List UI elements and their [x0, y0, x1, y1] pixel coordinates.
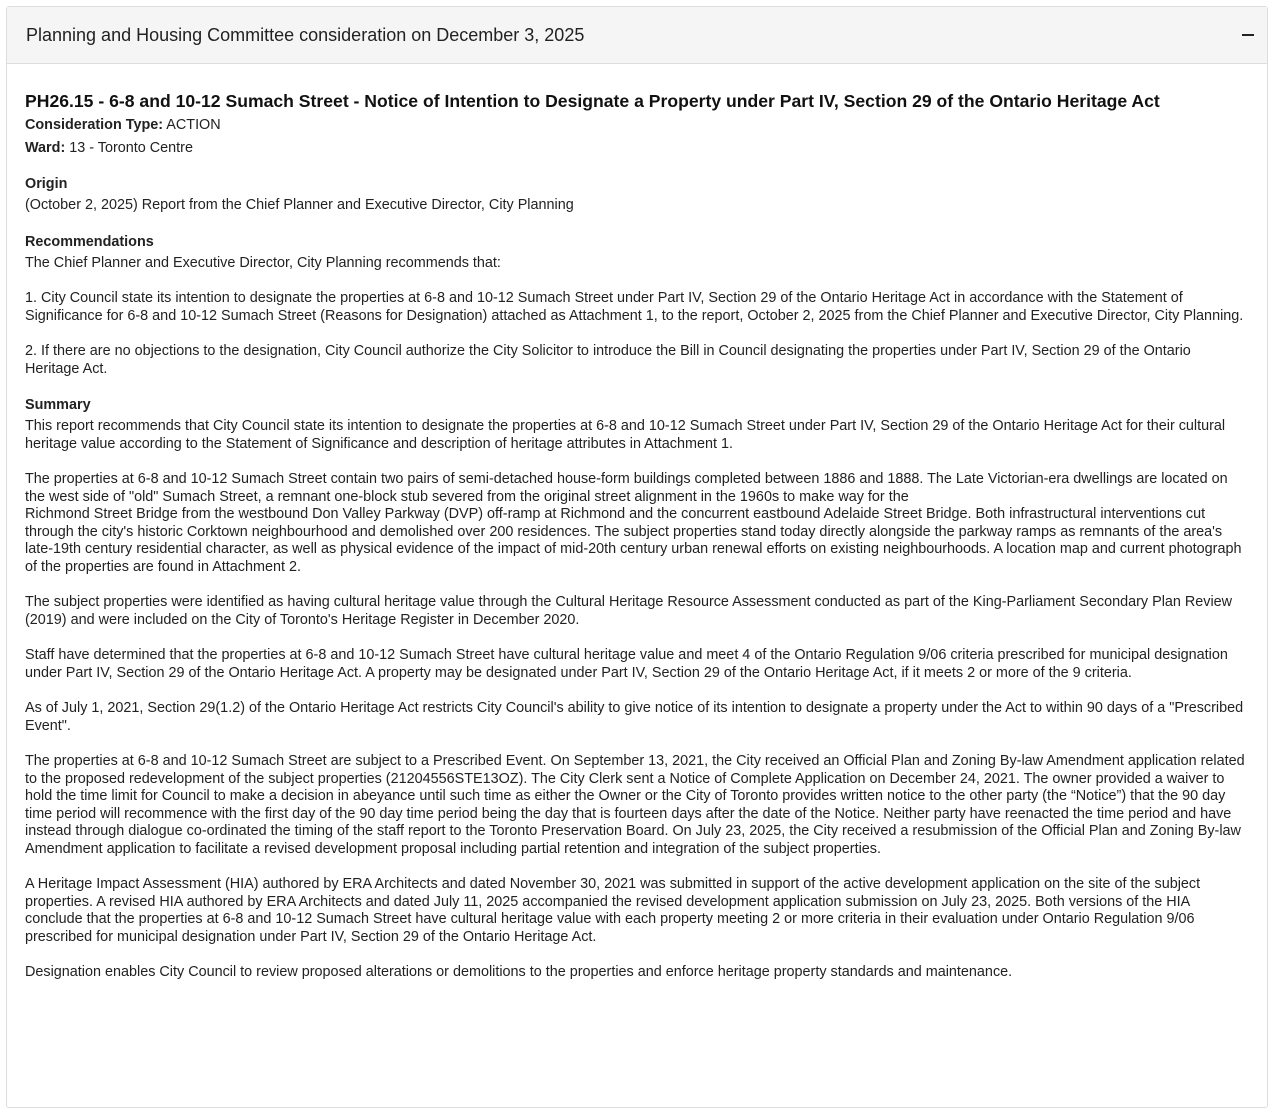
ward-label: Ward:: [25, 140, 66, 156]
origin-heading: Origin: [25, 176, 68, 192]
consideration-type-value: ACTION: [166, 117, 221, 133]
recommendation-item: 2. If there are no objections to the designation, City Council authorize the City Solicitor to introduce the Bill in Council designating the properties under Part IV, Section 29 of the Ontario Heritage Act.: [25, 343, 1191, 377]
panel-body: [7, 64, 1267, 982]
summary-paragraph: Designation enables City Council to review proposed alterations or demolitions to the properties and enforce heritage property standards and maintenance.: [25, 964, 1013, 980]
summary-paragraph: The properties at 6-8 and 10-12 Sumach Street contain two pairs of semi-detached house-form buildings completed between 1886 and 1888. The Late Victorian-era dwellings are located on the west side of "old" Sumach Street, a remnant one-block stub severed from the original street alignment in the 1960s to make way for the: [25, 471, 1228, 505]
summary-paragraph: As of July 1, 2021, Section 29(1.2) of the Ontario Heritage Act restricts City Council's ability to give notice of its intention to designate a property under the Act to within 90 days of a "Prescribed Event".: [25, 700, 1244, 734]
panel-header[interactable]: [7, 7, 1267, 64]
summary-paragraph: A Heritage Impact Assessment (HIA) authored by ERA Architects and dated November 30, 2021 was submitted in support of the active development application on the site of the subject properties. A revised HIA authored by ERA Architects and dated July 11, 2025 accompanied the revised development application submission on July 23, 2025. Both versions of the HIA conclude that the properties at 6-8 and 10-12 Sumach Street have cultural heritage value with each property meeting 2 or more criteria in their evaluation under Ontario Regulation 9/06 prescribed for municipal designation under Part IV, Section 29 of the Ontario Heritage Act.: [25, 876, 1201, 945]
committee-consideration-panel: [6, 6, 1268, 1108]
summary-paragraph: The properties at 6-8 and 10-12 Sumach Street are subject to a Prescribed Event. On September 13, 2021, the City received an Official Plan and Zoning By-law Amendment application related to the proposed redevelopment of the subject properties (21204556STE13OZ). The City Clerk sent a Notice of Complete Application on December 24, 2021. The owner provided a waiver to hold the time limit for Council to make a decision in abeyance until such time as either the Owner or the City of Toronto provides written notice to the other party (the “Notice”) that the 90 day time period will recommence with the first day of the 90 day time period being the day that is fourteen days after the date of the Notice. Neither party have reenacted the time period and have instead through dialogue co-ordinated the timing of the staff report to the Toronto Preservation Board. On July 23, 2025, the City received a resubmission of the Official Plan and Zoning By-law Amendment application to facilitate a revised development proposal including partial retention and integration of the subject properties.: [25, 753, 1245, 857]
panel-title: Planning and Housing Committee consideration on December 3, 2025: [26, 24, 585, 45]
summary-paragraph: Richmond Street Bridge from the westbound Don Valley Parkway (DVP) off-ramp at Richmond and the concurrent eastbound Adelaide Street Bridge. Both infrastructural interventions cut through the city's historic Corktown neighbourhood and demolished over 200 residences. The subject properties stand today directly alongside the parkway ramps as remnants of the area's late-19th century residential character, as well as physical evidence of the impact of mid-20th century urban renewal efforts on existing neighbourhoods. A location map and current photograph of the properties are found in Attachment 2.: [25, 506, 1242, 575]
summary-paragraph: The subject properties were identified as having cultural heritage value through the Cultural Heritage Resource Assessment conducted as part of the King-Parliament Secondary Plan Review (2019) and were included on the City of Toronto's Heritage Register in December 2020.: [25, 594, 1233, 628]
agenda-item-title: PH26.15 - 6-8 and 10-12 Sumach Street - Notice of Intention to Designate a Property under Part IV, Section 29 of the Ontario Heritage Act: [25, 91, 1160, 111]
summary-paragraph: This report recommends that City Council state its intention to designate the properties at 6-8 and 10-12 Sumach Street under Part IV, Section 29 of the Ontario Heritage Act for their cultural heritage value according to the Statement of Significance and description of heritage attributes in Attachment 1.: [25, 418, 1226, 452]
ward: [25, 139, 1249, 157]
summary-heading: Summary: [25, 397, 91, 413]
recommendations-intro: The Chief Planner and Executive Director, City Planning recommends that:: [25, 254, 501, 271]
consideration-type: [25, 116, 1249, 134]
summary-paragraph: Staff have determined that the properties at 6-8 and 10-12 Sumach Street have cultural heritage value and meet 4 of the Ontario Regulation 9/06 criteria prescribed for municipal designation under Part IV, Section 29 of the Ontario Heritage Act. A property may be designated under Part IV, Section 29 of the Ontario Heritage Act, if it meets 2 or more of the 9 criteria.: [25, 647, 1228, 681]
recommendations-heading: Recommendations: [25, 233, 154, 250]
recommendation-item: 1. City Council state its intention to designate the properties at 6-8 and 10-12 Sumach Street under Part IV, Section 29 of the Ontario Heritage Act in accordance with the Statement of Significance for 6-8 and 10-12 Sumach Street (Reasons for Designation) attached as Attachment 1, to the report, October 2, 2025 from the Chief Planner and Executive Director, City Planning.: [25, 290, 1244, 324]
origin-text: (October 2, 2025) Report from the Chief Planner and Executive Director, City Planning: [25, 197, 574, 213]
collapse-minus-icon[interactable]: [1241, 28, 1255, 42]
consideration-type-label: Consideration Type:: [25, 117, 164, 133]
ward-value: 13 - Toronto Centre: [69, 140, 193, 156]
